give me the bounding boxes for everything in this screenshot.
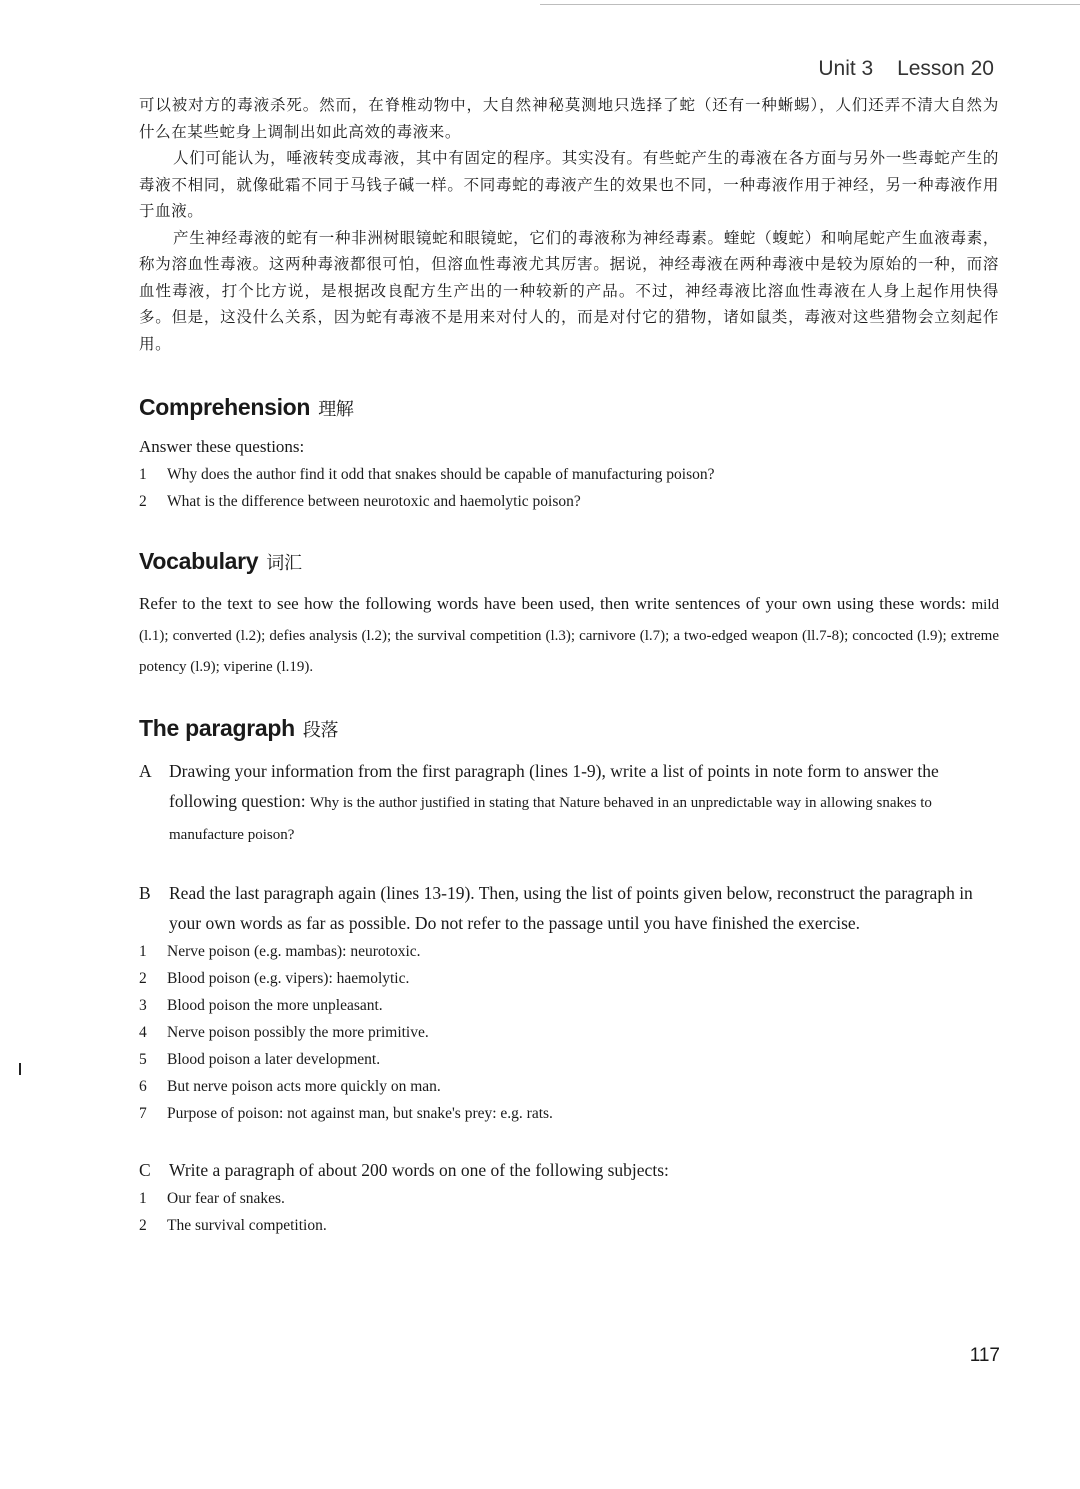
unit-label: Unit 3 — [818, 57, 874, 80]
point-text: Nerve poison (e.g. mambas): neurotoxic. — [167, 943, 421, 960]
comprehension-section — [139, 394, 999, 515]
point-number: 4 — [139, 1024, 147, 1041]
exercise-c-text: Write a paragraph of about 200 words on one of the following subjects: — [169, 1160, 669, 1180]
page-number: 117 — [969, 1345, 1000, 1366]
vocabulary-heading — [139, 548, 999, 575]
point-item — [139, 992, 999, 1019]
exercise-c — [139, 1155, 999, 1185]
vocabulary-word-list: mild (l.1); converted (l.2); defies analysis (l.2); the survival competition (l.3); carnivore (l.7); a two-edged weapon (ll.7-8); concocted (l.9); extreme potency (l.9); viperine (l.19). — [139, 597, 999, 675]
comprehension-heading — [139, 394, 999, 421]
page-header — [818, 57, 994, 81]
paragraph-title-zh: 段落 — [302, 720, 339, 741]
point-text: Purpose of poison: not against man, but snake's prey: e.g. rats. — [167, 1105, 553, 1122]
point-number: 6 — [139, 1078, 147, 1095]
points-list — [139, 938, 999, 1127]
exercise-b-text: Read the last paragraph again (lines 13-19). Then, using the list of points given below, reconstruct the paragraph in your own words as far as possible. Do not refer to the passage until you have finished the exercise. — [169, 883, 973, 933]
subject-number: 2 — [139, 1217, 147, 1234]
question-item — [139, 488, 999, 515]
subject-item — [139, 1212, 999, 1239]
subject-item — [139, 1185, 999, 1212]
question-number: 1 — [139, 466, 147, 483]
point-number: 2 — [139, 970, 147, 987]
point-item — [139, 938, 999, 965]
chinese-paragraph-1: 可以被对方的毒液杀死。然而，在脊椎动物中，大自然神秘莫测地只选择了蛇（还有一种蜥蜴），人们还弄不清大自然为什么在某些蛇身上调制出如此高效的毒液来。 — [139, 97, 999, 141]
vocabulary-title-zh: 词汇 — [266, 553, 302, 574]
point-text: Blood poison (e.g. vipers): haemolytic. — [167, 970, 410, 987]
point-number: 7 — [139, 1105, 147, 1122]
chinese-translation — [139, 93, 999, 358]
point-text: But nerve poison acts more quickly on man. — [167, 1078, 441, 1095]
vocabulary-title: Vocabulary — [139, 548, 259, 574]
question-text: What is the difference between neurotoxic and haemolytic poison? — [167, 493, 581, 510]
chinese-paragraph-2: 人们可能认为，唾液转变成毒液，其中有固定的程序。其实没有。有些蛇产生的毒液在各方面与另外一些毒蛇产生的毒液不相同，就像砒霜不同于马钱子碱一样。不同毒蛇的毒液产生的效果也不同，一种毒液作用于神经，另一种毒液作用于血液。 — [139, 150, 999, 220]
exercise-a — [139, 756, 999, 850]
subject-text: Our fear of snakes. — [167, 1190, 285, 1207]
paragraph-heading — [139, 715, 999, 742]
exercise-b — [139, 878, 999, 938]
point-item — [139, 1046, 999, 1073]
question-text: Why does the author find it odd that snakes should be capable of manufacturing poison? — [167, 466, 715, 483]
comprehension-title: Comprehension — [139, 394, 311, 420]
point-item — [139, 965, 999, 992]
chinese-paragraph-3: 产生神经毒液的蛇有一种非洲树眼镜蛇和眼镜蛇，它们的毒液称为神经毒素。蝰蛇（蝮蛇）和响尾蛇产生血液毒素，称为溶血性毒液。这两种毒液都很可怕，但溶血性毒液尤其厉害。据说，神经毒液在两种毒液中是较为原始的一种，而溶血性毒液，打个比方说，是根据改良配方生产出的一种较新的产品。不过，神经毒液比溶血性毒液在人身上起作用快得多。但是，这没什么关系，因为蛇有毒液不是用来对付人的，而是对付它的猎物，诸如鼠类，毒液对这些猎物会立刻起作用。 — [139, 229, 999, 353]
vocabulary-instruction — [139, 589, 999, 682]
subject-text: The survival competition. — [167, 1217, 327, 1234]
comprehension-instruction: Answer these questions: — [139, 437, 305, 456]
margin-mark — [19, 1063, 21, 1075]
vocabulary-section — [139, 548, 999, 682]
point-number: 3 — [139, 997, 147, 1014]
point-text: Blood poison the more unpleasant. — [167, 997, 383, 1014]
exercise-letter: C — [139, 1160, 151, 1180]
comprehension-title-zh: 理解 — [318, 399, 354, 420]
exercise-a-text — [169, 756, 999, 850]
page-content — [139, 93, 999, 1239]
paragraph-section — [139, 715, 999, 1239]
question-item — [139, 461, 999, 488]
subject-number: 1 — [139, 1190, 147, 1207]
top-rule — [540, 4, 1080, 5]
point-number: 5 — [139, 1051, 147, 1068]
point-text: Nerve poison possibly the more primitive. — [167, 1024, 429, 1041]
exercise-letter: A — [139, 761, 152, 781]
point-item — [139, 1100, 999, 1127]
point-number: 1 — [139, 943, 147, 960]
point-text: Blood poison a later development. — [167, 1051, 381, 1068]
subjects-list — [139, 1185, 999, 1239]
paragraph-title: The paragraph — [139, 715, 295, 741]
point-item — [139, 1019, 999, 1046]
lesson-label: Lesson 20 — [897, 57, 994, 80]
exercise-a-question: Why is the author justified in stating that Nature behaved in an unpredictable way in allowing snakes to manufacture poison? — [169, 795, 932, 843]
question-number: 2 — [139, 493, 147, 510]
vocabulary-text: Refer to the text to see how the following words have been used, then write sentences of your own using these words: — [139, 594, 972, 613]
exercise-letter: B — [139, 883, 151, 903]
point-item — [139, 1073, 999, 1100]
exercise-a-instruction: Drawing your information from the first paragraph (lines 1-9), write a list of points in note form to answer the following question: — [169, 761, 939, 811]
